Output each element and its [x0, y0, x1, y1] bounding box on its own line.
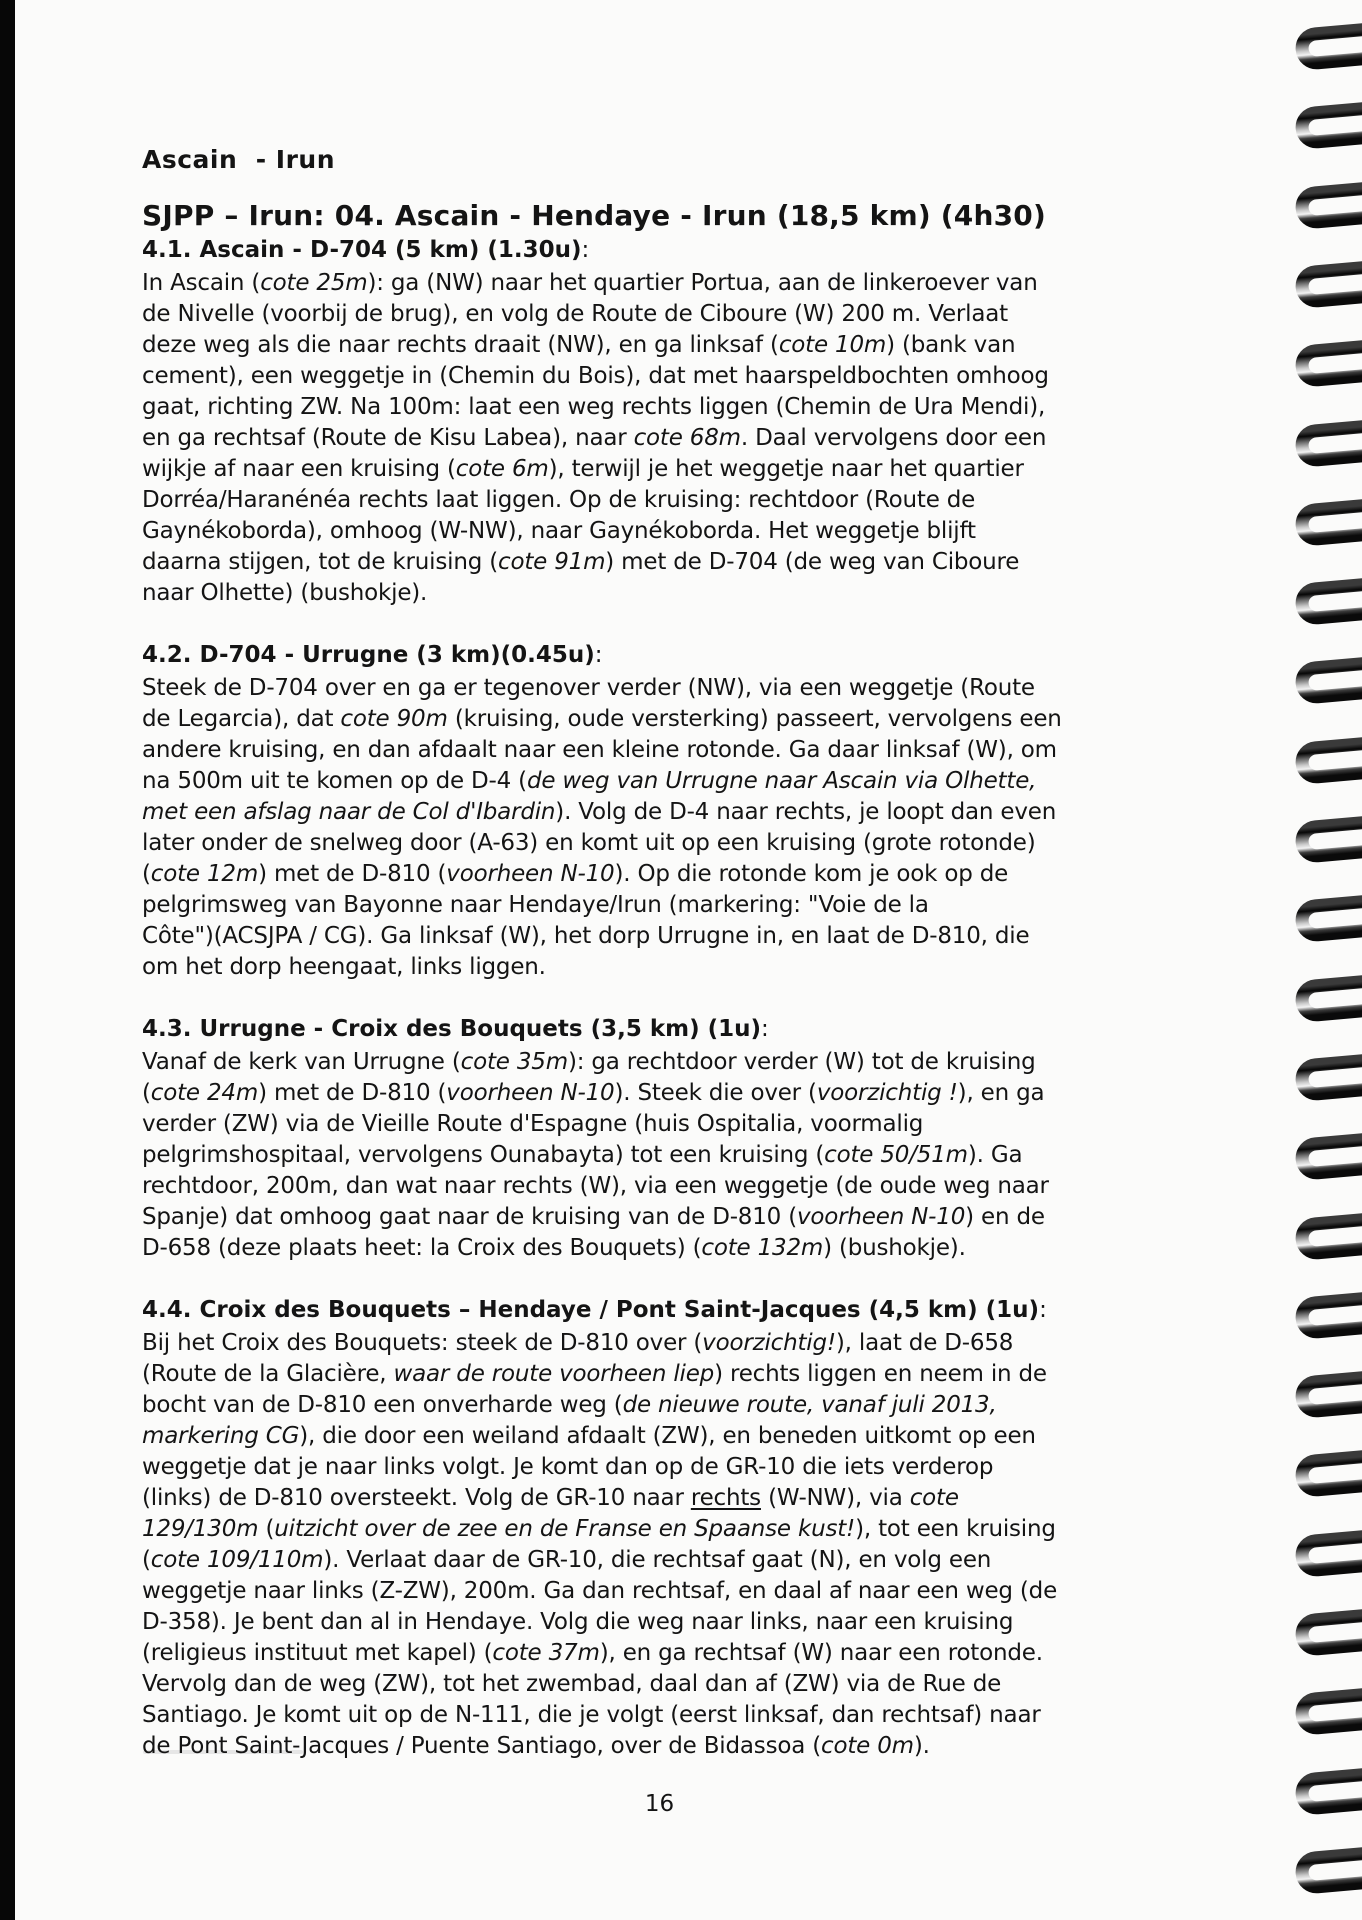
text-line: Bij het Croix des Bouquets: steek de D-810 over (voorzichtig!), laat de D-658 [142, 1330, 1014, 1356]
route-section [142, 238, 1177, 609]
text-line: bocht van de D-810 een onverharde weg (de nieuwe route, vanaf juli 2013, [142, 1392, 997, 1418]
binding-ring [1294, 1290, 1362, 1340]
text-line: weggetje dat je naar links volgt. Je komt dan op de GR-10 die iets verderop [142, 1454, 994, 1480]
binding-ring [1294, 973, 1362, 1023]
text-line: Steek de D-704 over en ga er tegenover verder (NW), via een weggetje (Route [142, 675, 1035, 701]
page-left-edge-shadow [0, 0, 15, 1920]
text-line: Dorréa/Haranénéa rechts laat liggen. Op de kruising: rechtdoor (Route de [142, 487, 976, 513]
text-line: cement), een weggetje in (Chemin du Bois), dat met haarspeldbochten omhoog [142, 363, 1049, 389]
binding-ring [1294, 1052, 1362, 1102]
spiral-binding [1294, 0, 1362, 1920]
section-heading: 4.2. D-704 - Urrugne (3 km)(0.45u): [142, 642, 603, 668]
text-line: de Legarcia), dat cote 90m (kruising, oude versterking) passeert, vervolgens een [142, 706, 1062, 732]
binding-ring [1294, 1211, 1362, 1261]
text-line: gaat, richting ZW. Na 100m: laat een weg rechts liggen (Chemin de Ura Mendi), [142, 394, 1046, 420]
route-section [142, 1017, 1177, 1264]
sections [142, 238, 1177, 1762]
binding-ring [1294, 655, 1362, 705]
binding-ring [1294, 180, 1362, 230]
text-line: In Ascain (cote 25m): ga (NW) naar het quartier Portua, aan de linkeroever van [142, 270, 1038, 296]
text-line: naar Olhette) (bushokje). [142, 580, 428, 606]
text-line: verder (ZW) via de Vieille Route d'Espagne (huis Ospitalia, voormalig [142, 1111, 924, 1137]
text-line: andere kruising, en dan afdaalt naar een kleine rotonde. Ga daar linksaf (W), om [142, 737, 1057, 763]
text-line: Gaynékoborda), omhoog (W-NW), naar Gaynékoborda. Het weggetje blijft [142, 518, 976, 544]
text-line: en ga rechtsaf (Route de Kisu Labea), naar cote 68m. Daal vervolgens door een [142, 425, 1047, 451]
text-line: pelgrimsweg van Bayonne naar Hendaye/Irun (markering: "Voie de la [142, 892, 929, 918]
text-line: (links) de D-810 oversteekt. Volg de GR-10 naar rechts (W-NW), via cote [142, 1485, 959, 1511]
binding-ring [1294, 1845, 1362, 1895]
text-line: (cote 24m) met de D-810 (voorheen N-10). Steek die over (voorzichtig !), en ga [142, 1080, 1045, 1106]
binding-ring [1294, 1528, 1362, 1578]
text-line: Santiago. Je komt uit op de N-111, die je volgt (eerst linksaf, dan rechtsaf) naar [142, 1702, 1041, 1728]
text-line: 129/130m (uitzicht over de zee en de Franse en Spaanse kust!), tot een kruising [142, 1516, 1056, 1542]
binding-ring [1294, 338, 1362, 388]
binding-ring [1294, 418, 1362, 468]
text-line: Vervolg dan de weg (ZW), tot het zwembad, daal dan af (ZW) via de Rue de [142, 1671, 1002, 1697]
text-line: later onder de snelweg door (A-63) en komt uit op een kruising (grote rotonde) [142, 830, 1036, 856]
route-section [142, 643, 1177, 983]
text-line: Vanaf de kerk van Urrugne (cote 35m): ga rechtdoor verder (W) tot de kruising [142, 1049, 1036, 1075]
text-line: Côte")(ACSJPA / CG). Ga linksaf (W), het dorp Urrugne in, en laat de D-810, die [142, 923, 1030, 949]
text-line: (cote 12m) met de D-810 (voorheen N-10). Op die rotonde kom je ook op de [142, 861, 1009, 887]
text-line: na 500m uit te komen op de D-4 (de weg van Urrugne naar Ascain via Olhette, [142, 768, 1037, 794]
text-line: wijkje af naar een kruising (cote 6m), terwijl je het weggetje naar het quartier [142, 456, 1024, 482]
binding-ring [1294, 576, 1362, 626]
text-line: Spanje) dat omhoog gaat naar de kruising van de D-810 (voorheen N-10) en de [142, 1204, 1045, 1230]
page-number: 16 [644, 1791, 675, 1817]
binding-ring [1294, 1607, 1362, 1657]
text-line: rechtdoor, 200m, dan wat naar rechts (W), via een weggetje (de oude weg naar [142, 1173, 1049, 1199]
text-line: om het dorp heengaat, links liggen. [142, 954, 546, 980]
text-line: (religieus instituut met kapel) (cote 37m), en ga rechtsaf (W) naar een rotonde. [142, 1640, 1043, 1666]
binding-ring [1294, 814, 1362, 864]
text-line: met een afslag naar de Col d'Ibardin). Volg de D-4 naar rechts, je loopt dan even [142, 799, 1057, 825]
text-line: de Pont Saint-Jacques / Puente Santiago, over de Bidassoa (cote 0m). [142, 1733, 930, 1759]
section-heading: 4.3. Urrugne - Croix des Bouquets (3,5 km) (1u): [142, 1016, 769, 1042]
text-line: D-358). Je bent dan al in Hendaye. Volg die weg naar links, naar een kruising [142, 1609, 1014, 1635]
route-title: SJPP – Irun: 04. Ascain - Hendaye - Irun (18,5 km) (4h30) [142, 199, 1046, 232]
binding-ring [1294, 1686, 1362, 1736]
section-heading: 4.1. Ascain - D-704 (5 km) (1.30u): [142, 237, 590, 263]
binding-ring [1294, 893, 1362, 943]
binding-ring [1294, 1369, 1362, 1419]
text-line: weggetje naar links (Z-ZW), 200m. Ga dan rechtsaf, en daal af naar een weg (de [142, 1578, 1058, 1604]
section-heading: 4.4. Croix des Bouquets – Hendaye / Pont Saint-Jacques (4,5 km) (1u): [142, 1297, 1047, 1323]
text-line: de Nivelle (voorbij de brug), en volg de Route de Ciboure (W) 200 m. Verlaat [142, 301, 1008, 327]
text-line: markering CG), die door een weiland afdaalt (ZW), en beneden uitkomt op een [142, 1423, 1036, 1449]
binding-ring [1294, 259, 1362, 309]
binding-ring [1294, 1448, 1362, 1498]
page-header: Ascain - Irun [142, 145, 335, 174]
text-line: D-658 (deze plaats heet: la Croix des Bouquets) (cote 132m) (bushokje). [142, 1235, 966, 1261]
text-line: deze weg als die naar rechts draait (NW), en ga linksaf (cote 10m) (bank van [142, 332, 1016, 358]
binding-ring [1294, 100, 1362, 150]
binding-ring [1294, 21, 1362, 71]
binding-ring [1294, 735, 1362, 785]
text-line: (Route de la Glacière, waar de route voorheen liep) rechts liggen en neem in de [142, 1361, 1047, 1387]
binding-ring [1294, 1766, 1362, 1816]
text-line: pelgrimshospitaal, vervolgens Ounabayta) tot een kruising (cote 50/51m). Ga [142, 1142, 1023, 1168]
binding-ring [1294, 1131, 1362, 1181]
text-line: daarna stijgen, tot de kruising (cote 91m) met de D-704 (de weg van Ciboure [142, 549, 1020, 575]
text-line: (cote 109/110m). Verlaat daar de GR-10, die rechtsaf gaat (N), en volg een [142, 1547, 992, 1573]
page-content [142, 147, 1177, 1762]
route-section [142, 1298, 1177, 1762]
binding-ring [1294, 497, 1362, 547]
